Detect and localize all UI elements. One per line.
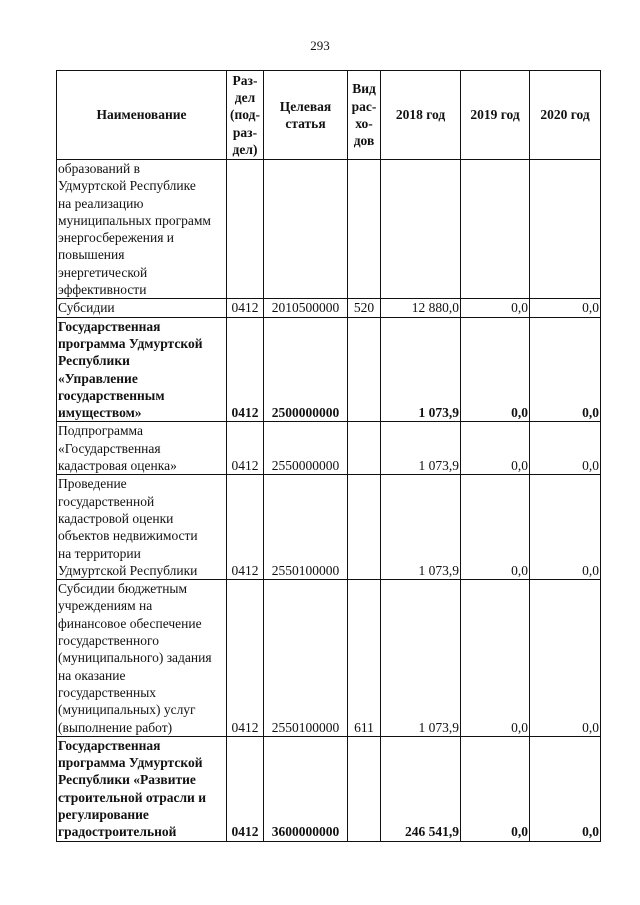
budget-table (56, 70, 601, 842)
cell-2018: 1 073,9 (381, 580, 461, 737)
table-body (57, 160, 601, 842)
cell-section (227, 160, 264, 299)
cell-2018: 12 880,0 (381, 299, 461, 317)
cell-2020: 0,0 (530, 299, 601, 317)
cell-name: Субсидии бюджетным учреждениям на финансовое обеспечение государственного (муниципального) задания на оказание государственных (муниципальных) услуг (выполнение работ) (57, 580, 227, 737)
cell-section: 0412 (227, 299, 264, 317)
cell-2019: 0,0 (461, 299, 530, 317)
table-row (57, 736, 601, 841)
cell-2020: 0,0 (530, 736, 601, 841)
table-row (57, 475, 601, 580)
cell-target: 3600000000 (264, 736, 348, 841)
cell-2018: 246 541,9 (381, 736, 461, 841)
header-target: Целевая статья (264, 71, 348, 160)
cell-name: Подпрограмма «Государственная кадастровая оценка» (57, 422, 227, 475)
cell-2020 (530, 160, 601, 299)
cell-2018 (381, 160, 461, 299)
cell-2019: 0,0 (461, 580, 530, 737)
cell-expense-type (348, 317, 381, 422)
header-row (57, 71, 601, 160)
table-row (57, 580, 601, 737)
table-row (57, 299, 601, 317)
cell-2019: 0,0 (461, 422, 530, 475)
cell-2018: 1 073,9 (381, 475, 461, 580)
table-row (57, 160, 601, 299)
header-section: Раз- дел (под- раз- дел) (227, 71, 264, 160)
cell-2019: 0,0 (461, 736, 530, 841)
header-name: Наименование (57, 71, 227, 160)
cell-expense-type (348, 736, 381, 841)
cell-section: 0412 (227, 317, 264, 422)
cell-section: 0412 (227, 475, 264, 580)
cell-2020: 0,0 (530, 580, 601, 737)
page-number: 293 (310, 38, 330, 53)
cell-2020: 0,0 (530, 422, 601, 475)
cell-2019: 0,0 (461, 475, 530, 580)
cell-target: 2550100000 (264, 475, 348, 580)
cell-name: Государственная программа Удмуртской Республики «Развитие строительной отрасли и регулирование градостроительной (57, 736, 227, 841)
cell-2018: 1 073,9 (381, 422, 461, 475)
cell-target: 2550100000 (264, 580, 348, 737)
cell-expense-type: 611 (348, 580, 381, 737)
header-2020: 2020 год (530, 71, 601, 160)
table-row (57, 317, 601, 422)
cell-name: Субсидии (57, 299, 227, 317)
cell-expense-type: 520 (348, 299, 381, 317)
cell-section: 0412 (227, 422, 264, 475)
table-row (57, 422, 601, 475)
cell-section: 0412 (227, 736, 264, 841)
cell-name: Государственная программа Удмуртской Республики «Управление государственным имуществом» (57, 317, 227, 422)
header-2018: 2018 год (381, 71, 461, 160)
cell-name: Проведение государственной кадастровой оценки объектов недвижимости на территории Удмуртской Республики (57, 475, 227, 580)
header-2019: 2019 год (461, 71, 530, 160)
cell-expense-type (348, 475, 381, 580)
cell-2019: 0,0 (461, 317, 530, 422)
cell-target: 2550000000 (264, 422, 348, 475)
cell-name: образований в Удмуртской Республике на реализацию муниципальных программ энергосбережения и повышения энергетической эффективности (57, 160, 227, 299)
cell-2018: 1 073,9 (381, 317, 461, 422)
header-expense-type: Вид рас- хо- дов (348, 71, 381, 160)
cell-target (264, 160, 348, 299)
cell-target: 2500000000 (264, 317, 348, 422)
cell-2020: 0,0 (530, 317, 601, 422)
cell-expense-type (348, 422, 381, 475)
cell-section: 0412 (227, 580, 264, 737)
cell-expense-type (348, 160, 381, 299)
cell-target: 2010500000 (264, 299, 348, 317)
cell-2019 (461, 160, 530, 299)
cell-2020: 0,0 (530, 475, 601, 580)
